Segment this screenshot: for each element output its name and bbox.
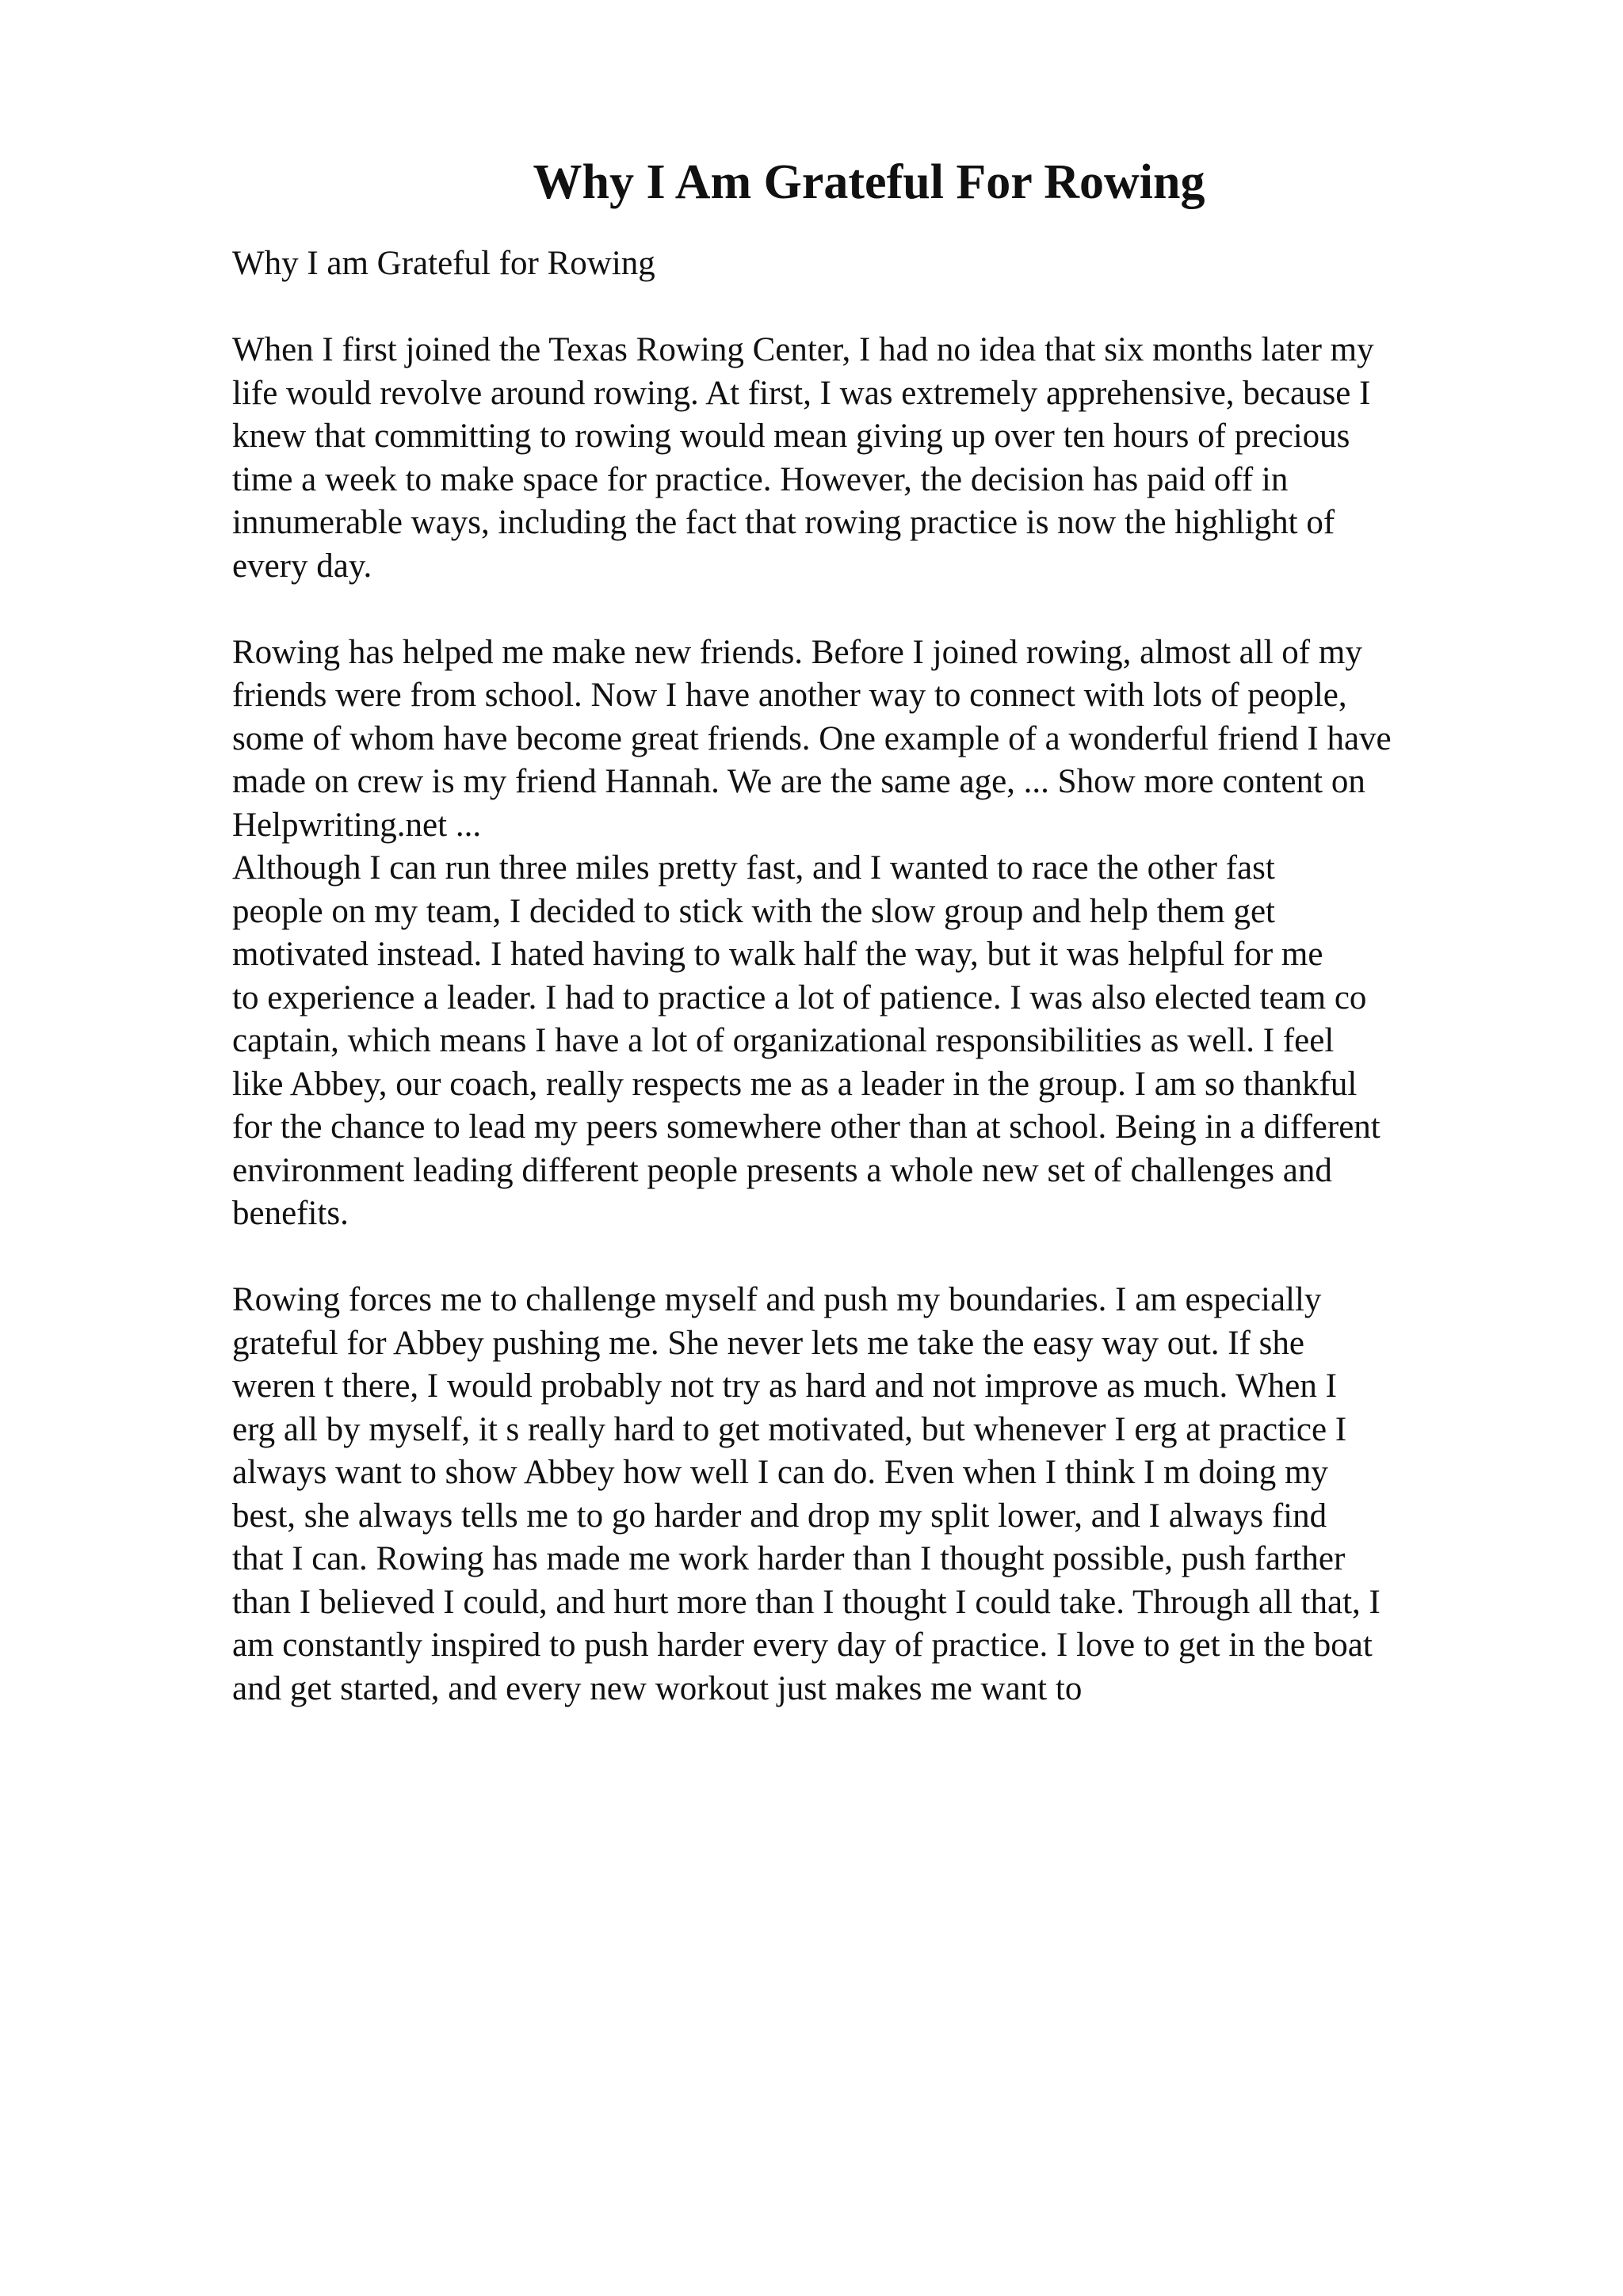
paragraph-spacer: [232, 588, 1532, 631]
paragraph-3: [232, 847, 1532, 1236]
paragraph-line: Helpwriting.net ...: [232, 806, 482, 844]
paragraph-line: life would revolve around rowing. At first, I was extremely apprehensive, because I: [232, 374, 1371, 412]
paragraph-line: knew that committing to rowing would mean giving up over ten hours of precious: [232, 418, 1350, 455]
paragraph-line: innumerable ways, including the fact that rowing practice is now the highlight of: [232, 504, 1335, 541]
paragraph-line: that I can. Rowing has made me work harder than I thought possible, push farther: [232, 1540, 1346, 1577]
paragraph-line: friends were from school. Now I have another way to connect with lots of people,: [232, 677, 1347, 714]
paragraph-line: When I first joined the Texas Rowing Center, I had no idea that six months later my: [232, 331, 1374, 368]
paragraph-line: motivated instead. I hated having to walk half the way, but it was helpful for me: [232, 936, 1323, 973]
paragraph-line: Although I can run three miles pretty fast, and I wanted to race the other fast: [232, 849, 1275, 887]
paragraph-line: am constantly inspired to push harder every day of practice. I love to get in the boat: [232, 1627, 1373, 1664]
paragraph-line: erg all by myself, it s really hard to get motivated, but whenever I erg at practice I: [232, 1410, 1347, 1448]
paragraph-line: time a week to make space for practice. However, the decision has paid off in: [232, 460, 1289, 498]
paragraph-line: for the chance to lead my peers somewhere other than at school. Being in a different: [232, 1108, 1381, 1146]
paragraph-line: environment leading different people presents a whole new set of challenges and: [232, 1151, 1332, 1189]
paragraph-line: people on my team, I decided to stick with the slow group and help them get: [232, 892, 1275, 930]
paragraph-line: always want to show Abbey how well I can do. Even when I think I m doing my: [232, 1454, 1328, 1491]
document-subtitle: Why I am Grateful for Rowing: [232, 245, 655, 282]
paragraph-line: grateful for Abbey pushing me. She never lets me take the easy way out. If she: [232, 1324, 1304, 1362]
paragraph-spacer: [232, 1236, 1532, 1280]
paragraph-line: every day.: [232, 547, 372, 585]
paragraph-2: [232, 631, 1532, 848]
document-body: [232, 242, 1532, 1711]
paragraph-1: [232, 329, 1532, 588]
paragraph-line: and get started, and every new workout just makes me want to: [232, 1669, 1083, 1707]
paragraph-line: benefits.: [232, 1195, 349, 1232]
paragraph-line: like Abbey, our coach, really respects me as a leader in the group. I am so thankful: [232, 1065, 1358, 1103]
paragraph-line: Rowing has helped me make new friends. Before I joined rowing, almost all of my: [232, 633, 1362, 671]
paragraph-line: than I believed I could, and hurt more than I thought I could take. Through all that, I: [232, 1583, 1381, 1621]
paragraph-4: [232, 1279, 1532, 1711]
paragraph-line: best, she always tells me to go harder and drop my split lower, and I always find: [232, 1497, 1327, 1535]
paragraph-line: made on crew is my friend Hannah. We are the same age, ... Show more content on: [232, 763, 1365, 800]
paragraph-line: captain, which means I have a lot of organizational responsibilities as well. I feel: [232, 1022, 1335, 1059]
paragraph-spacer: [232, 286, 1532, 330]
document-title: Why I Am Grateful For Rowing: [533, 155, 1205, 209]
paragraph-line: to experience a leader. I had to practice a lot of patience. I was also elected team co: [232, 978, 1367, 1016]
paragraph-line: weren t there, I would probably not try as hard and not improve as much. When I: [232, 1367, 1337, 1405]
paragraph-line: some of whom have become great friends. One example of a wonderful friend I have: [232, 719, 1392, 757]
paragraph-line: Rowing forces me to challenge myself and push my boundaries. I am especially: [232, 1281, 1322, 1318]
